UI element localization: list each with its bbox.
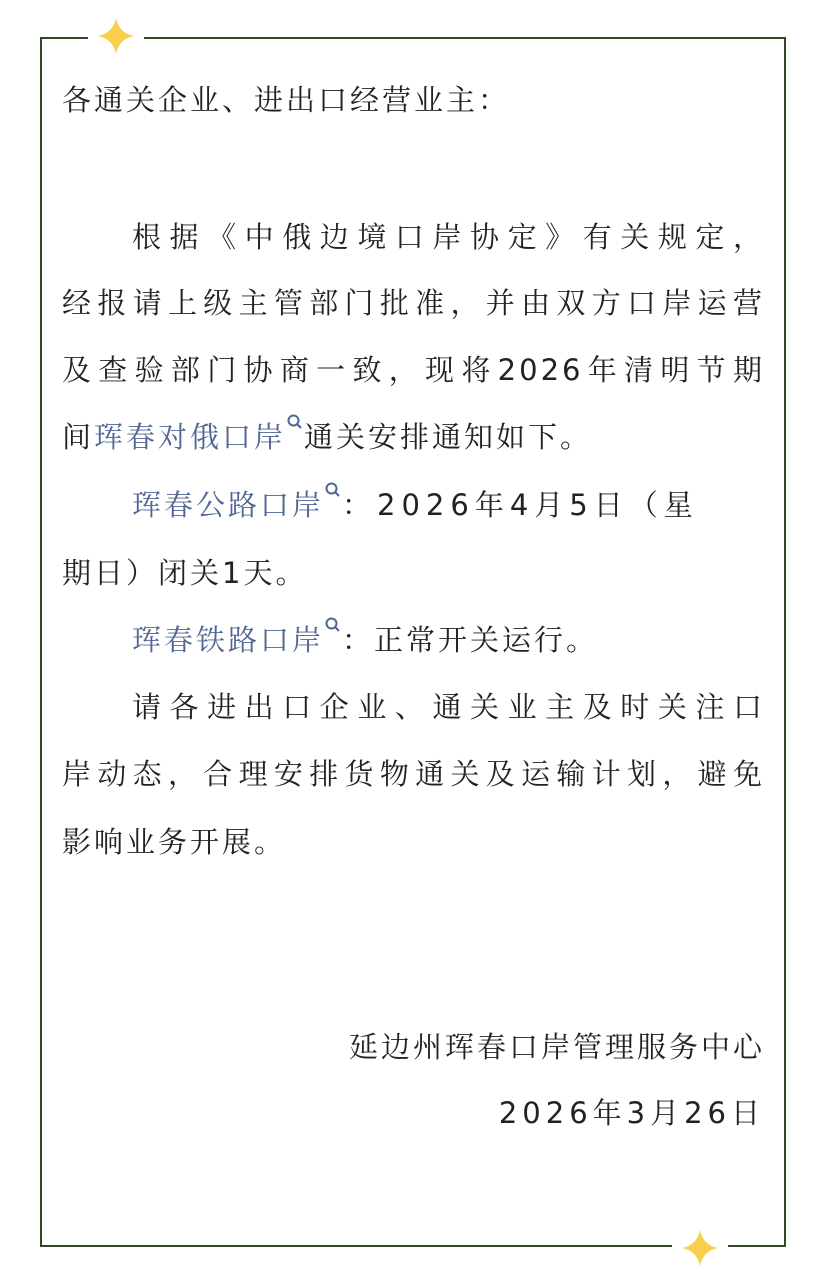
signature-org: 延边州珲春口岸管理服务中心: [348, 1030, 765, 1064]
port-link-hunchun-russia[interactable]: 珲春对俄口岸: [94, 420, 287, 454]
text: ：正常开关运行。: [342, 623, 599, 657]
paragraph-line: [62, 485, 765, 525]
text: 间: [62, 420, 95, 454]
paragraph-line: [62, 417, 765, 457]
paragraph-line: 经报请上级主管部门批准，并由双方口岸运营: [62, 286, 765, 320]
paragraph-line: 及查验部门协商一致，现将2026年清明节期: [62, 353, 765, 387]
paragraph-line: 根据《中俄边境口岸协定》有关规定，: [132, 220, 765, 254]
paragraph-line: 影响业务开展。: [62, 825, 287, 859]
paragraph-line: 岸动态，合理安排货物通关及运输计划，避免: [62, 757, 765, 791]
search-icon[interactable]: [324, 481, 342, 499]
paragraph-line: [62, 620, 765, 660]
paragraph-line: 期日）闭关1天。: [62, 556, 308, 590]
paragraph-line: 请各进出口企业、通关业主及时关注口: [132, 690, 765, 724]
signature-date: 2026年3月26日: [498, 1096, 765, 1130]
sparkle-star-icon: [96, 16, 136, 56]
salutation: 各通关企业、进出口经营业主：: [62, 83, 511, 117]
text: 通关安排通知如下。: [304, 420, 593, 454]
sparkle-star-icon: [680, 1228, 720, 1268]
port-link-rail[interactable]: 珲春铁路口岸: [132, 623, 325, 657]
search-icon[interactable]: [286, 413, 304, 431]
search-icon[interactable]: [324, 616, 342, 634]
port-link-road[interactable]: 珲春公路口岸: [132, 488, 325, 522]
text: ：2026年4月5日（星: [342, 488, 699, 522]
